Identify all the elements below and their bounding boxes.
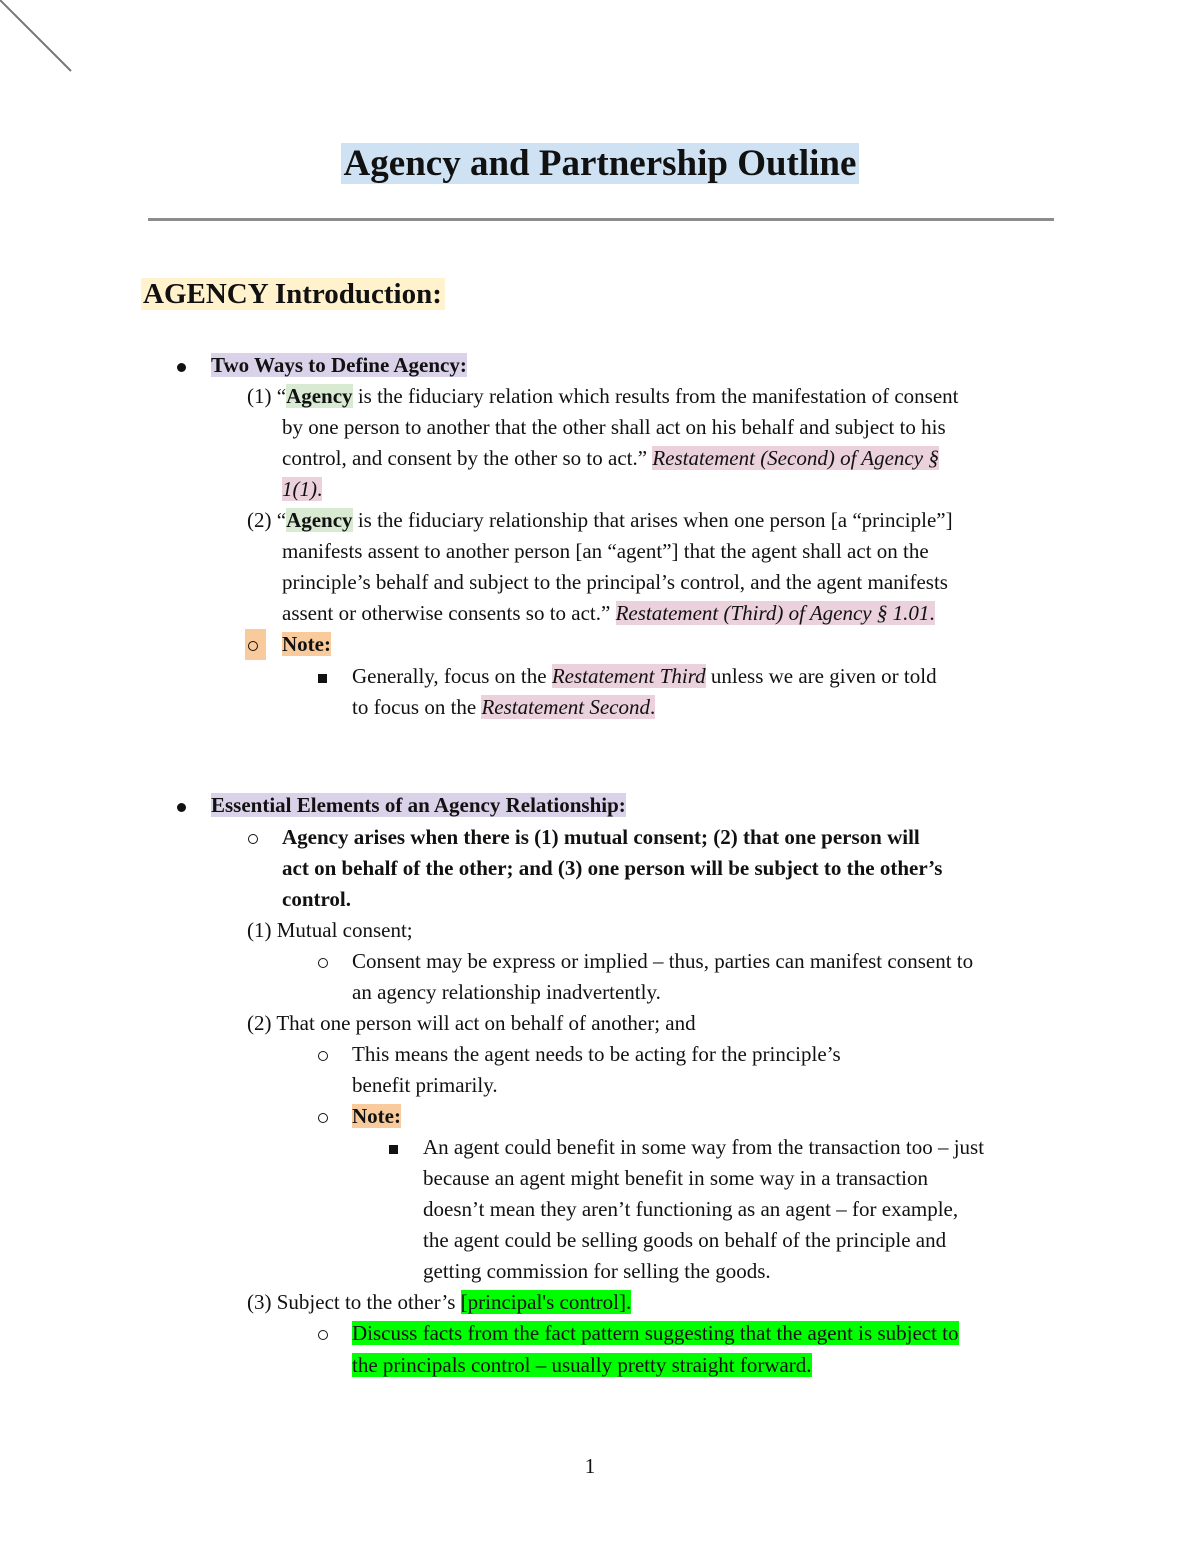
element-3: (3) Subject to the other’s [principal's control]. <box>247 1290 632 1314</box>
bullet-circle-icon <box>318 1318 328 1349</box>
bullet-circle-icon <box>248 822 258 853</box>
subheading-essential-elements: Essential Elements of an Agency Relationship: <box>211 793 626 817</box>
definition-1-line-3: control, and consent by the other so to act.” Restatement (Second) of Agency § <box>282 446 939 470</box>
corner-fold-line <box>0 0 80 80</box>
note-label: Note: <box>282 632 331 656</box>
element-2-note-line-4: the agent could be selling goods on behalf of the principle and <box>423 1228 947 1252</box>
element-2-note-line-1: An agent could benefit in some way from the transaction too – just <box>423 1135 985 1159</box>
element-2-sub-line-2: benefit primarily. <box>352 1073 498 1097</box>
element-3-sub-line-2: the principals control – usually pretty straight forward. <box>352 1353 812 1377</box>
element-1-sub-line-1: Consent may be express or implied – thus, parties can manifest consent to <box>352 949 974 973</box>
bullet-circle-icon <box>245 629 266 660</box>
term-agency: Agency <box>286 384 353 408</box>
bullet-circle-icon <box>318 1039 328 1070</box>
element-3-sub-line-1: Discuss facts from the fact pattern suggesting that the agent is subject to <box>352 1321 959 1345</box>
bullet-dot-icon <box>177 350 186 381</box>
element-2-note-line-3: doesn’t mean they aren’t functioning as an agent – for example, <box>423 1197 959 1221</box>
element-1: (1) Mutual consent; <box>247 918 413 942</box>
citation-second: Restatement (Second) of Agency § <box>652 446 939 470</box>
definition-2-line-2: manifests assent to another person [an “agent”] that the agent shall act on the <box>282 539 929 563</box>
element-2-note-label: Note: <box>352 1104 401 1128</box>
page-number: 1 <box>584 1454 596 1478</box>
summary-line-3: control. <box>282 887 352 911</box>
document-title: Agency and Partnership Outline <box>0 138 1200 190</box>
subheading-two-ways: Two Ways to Define Agency: <box>211 353 467 377</box>
note-line-1: Generally, focus on the Restatement Third unless we are given or told <box>352 664 937 688</box>
bullet-square-icon <box>318 661 327 692</box>
term-agency: Agency <box>286 508 353 532</box>
definition-1-line-4: 1(1). <box>282 477 323 501</box>
definition-2-line-4: assent or otherwise consents so to act.” Restatement (Third) of Agency § 1.01. <box>282 601 935 625</box>
summary-line-2: act on behalf of the other; and (3) one person will be subject to the other’s <box>282 856 943 880</box>
bullet-square-icon <box>389 1132 398 1163</box>
bullet-circle-icon <box>318 946 328 977</box>
element-2-note-line-2: because an agent might benefit in some way in a transaction <box>423 1166 928 1190</box>
section-heading: AGENCY Introduction: <box>141 274 445 314</box>
element-1-sub-line-2: an agency relationship inadvertently. <box>352 980 661 1004</box>
bullet-circle-icon <box>318 1101 328 1132</box>
element-2-note-line-5: getting commission for selling the goods. <box>423 1259 771 1283</box>
definition-1-line-1: (1) “Agency is the fiduciary relation which results from the manifestation of consent <box>247 384 959 408</box>
definition-1-line-2: by one person to another that the other shall act on his behalf and subject to his <box>282 415 946 439</box>
summary-line-1: Agency arises when there is (1) mutual consent; (2) that one person will <box>282 825 920 849</box>
note-line-2: to focus on the Restatement Second. <box>352 695 656 719</box>
title-divider <box>148 218 1054 221</box>
element-2-sub-line-1: This means the agent needs to be acting for the principle’s <box>352 1042 841 1066</box>
element-2: (2) That one person will act on behalf of another; and <box>247 1011 696 1035</box>
definition-2-line-3: principle’s behalf and subject to the principal’s control, and the agent manifests <box>282 570 948 594</box>
citation-third: Restatement (Third) of Agency § 1.01 <box>615 601 930 625</box>
definition-2-line-1: (2) “Agency is the fiduciary relationship that arises when one person [a “principle”] <box>247 508 953 532</box>
bullet-dot-icon <box>177 790 186 821</box>
